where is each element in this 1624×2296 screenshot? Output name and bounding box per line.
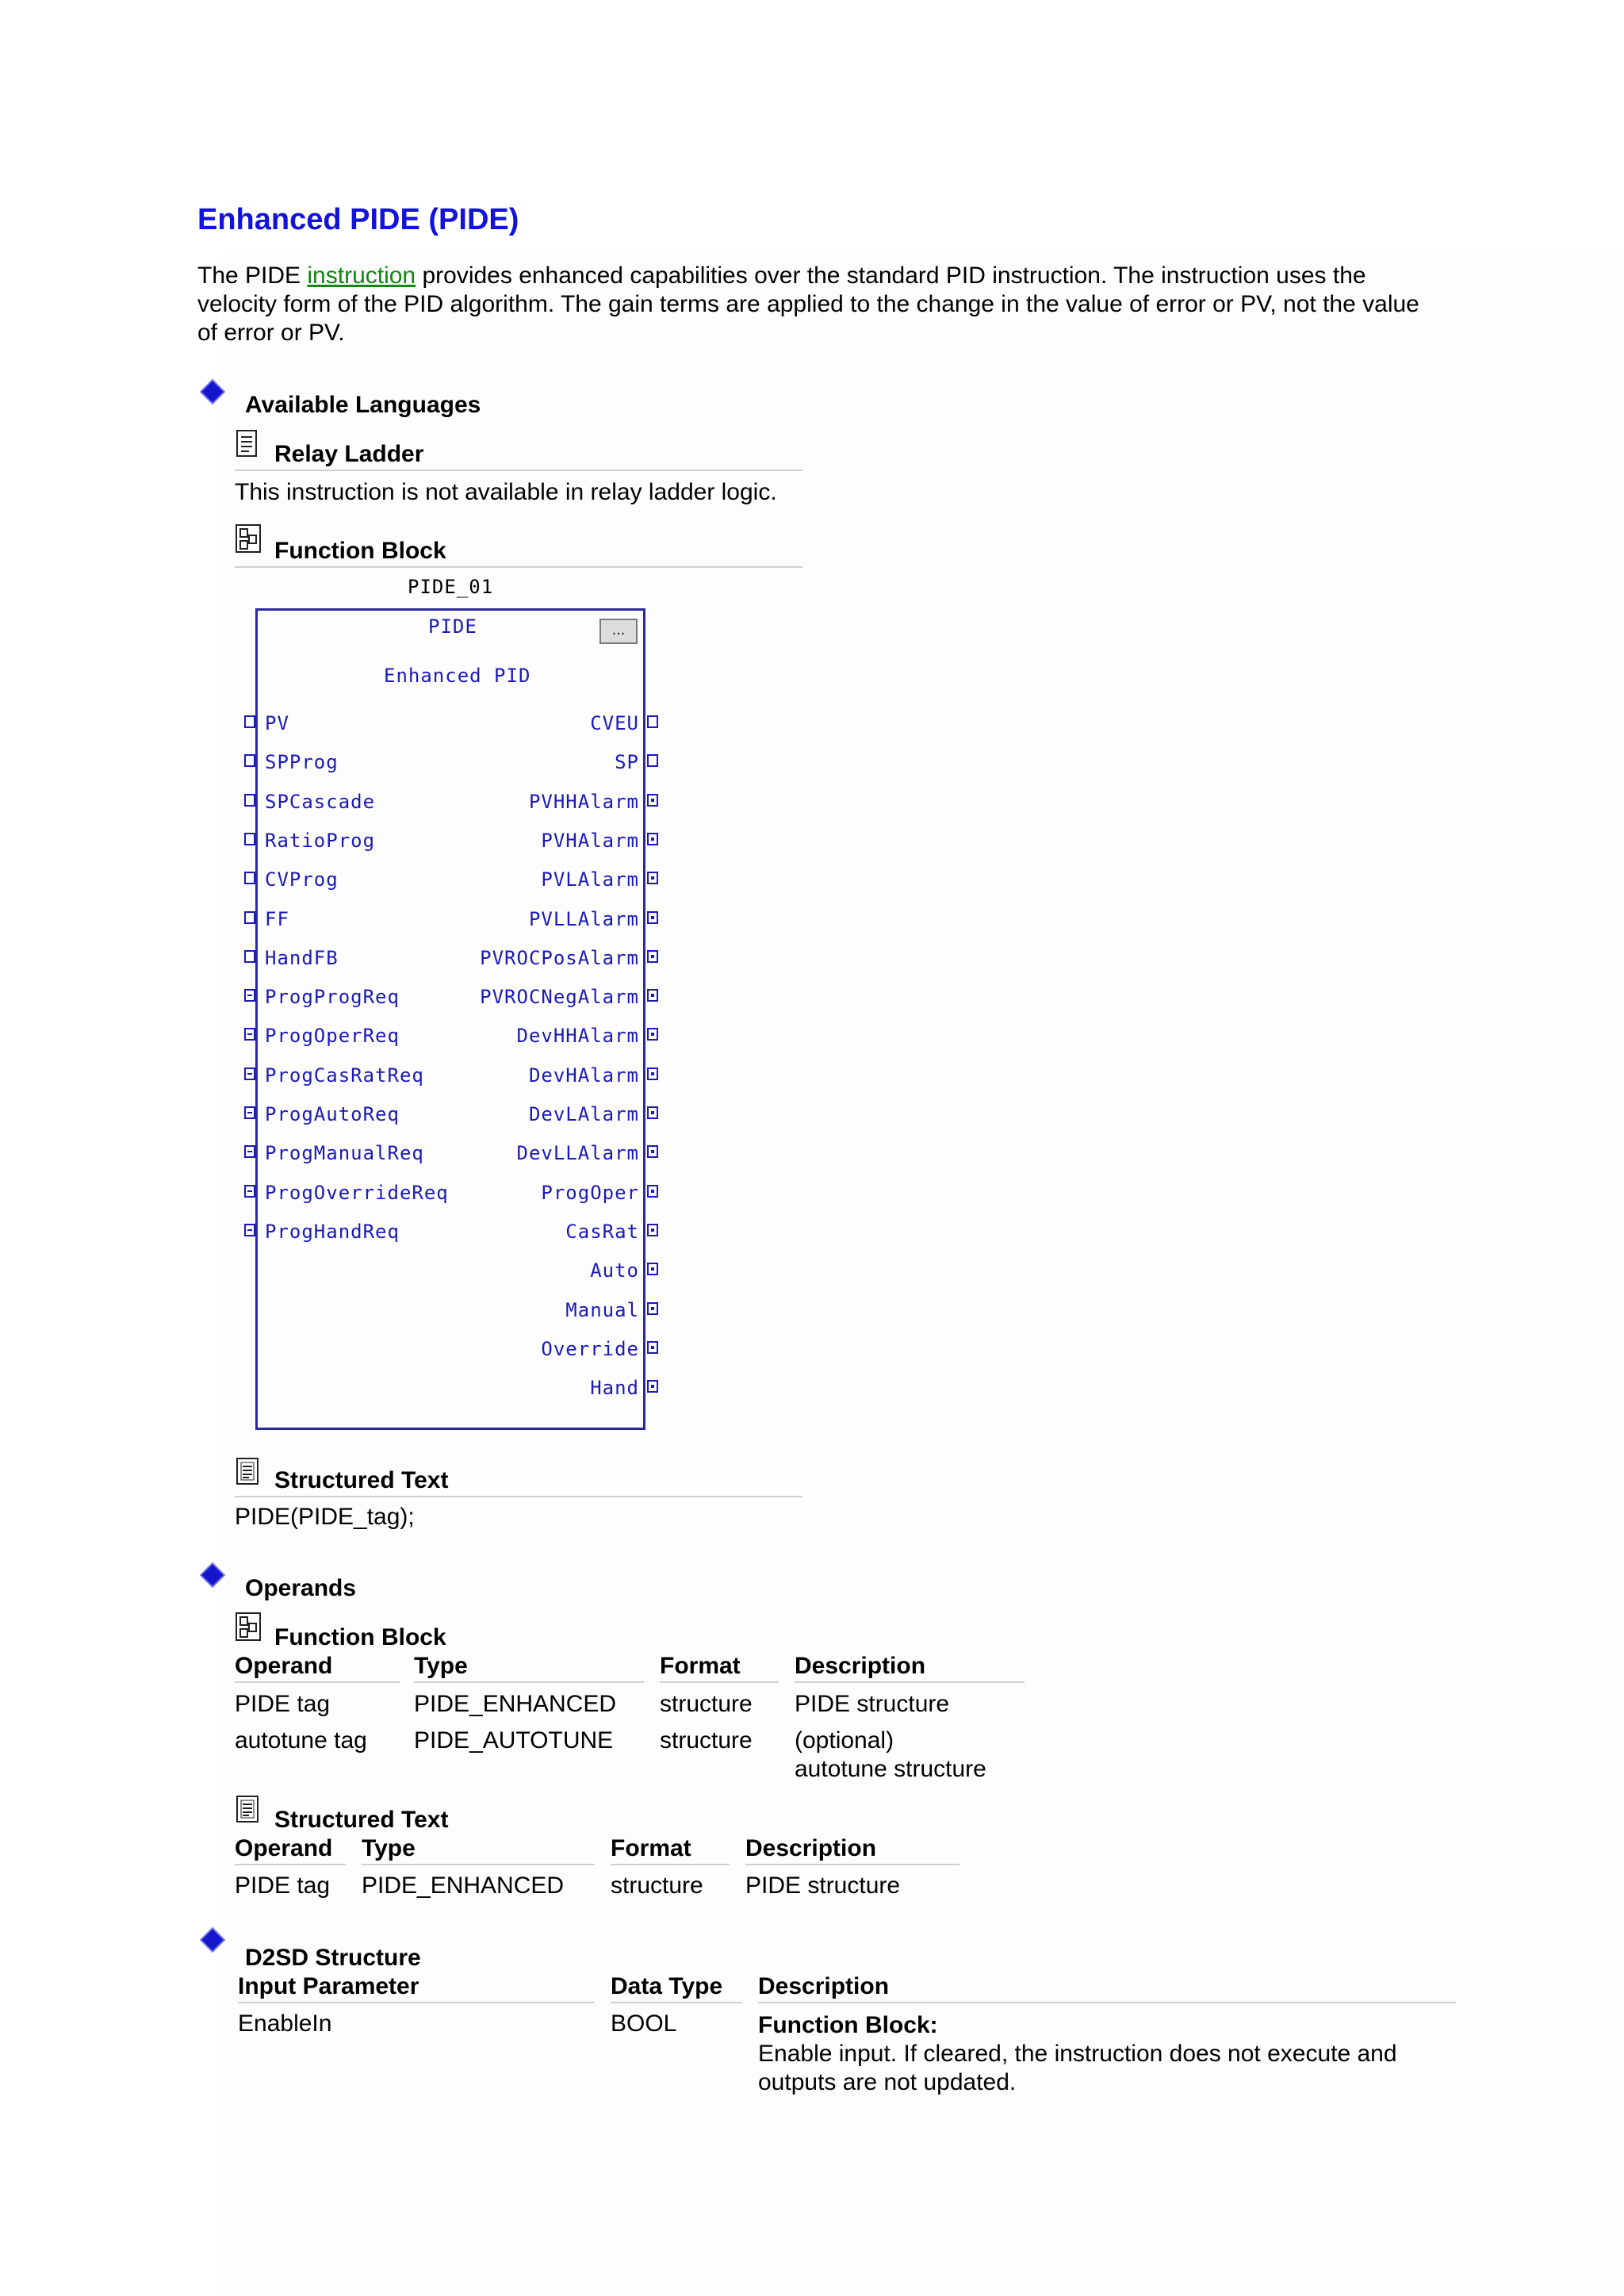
table-cell: autotune tag <box>235 1727 367 1754</box>
structured-text-code: PIDE(PIDE_tag); <box>235 1504 415 1530</box>
operands-structured-text-heading: Structured Text <box>274 1807 449 1833</box>
relay-ladder-text: This instruction is not available in relay ladder logic. <box>235 479 777 505</box>
description-heading: Function Block: <box>758 2012 938 2038</box>
output-pin[interactable] <box>647 1263 658 1275</box>
output-pin-label: PVROCPosAlarm <box>480 947 639 969</box>
output-pin[interactable] <box>647 1106 658 1119</box>
input-pin[interactable] <box>244 989 255 1002</box>
table-cell: PIDE_ENHANCED <box>414 1691 617 1717</box>
input-pin[interactable] <box>244 1145 255 1158</box>
input-pin-label: PV <box>265 712 289 734</box>
col-format: Format <box>611 1835 730 1865</box>
col-operand: Operand <box>235 1835 346 1865</box>
intro-paragraph <box>197 262 1434 347</box>
structured-text-language-heading <box>235 1467 802 1497</box>
input-pin-label: ProgProgReq <box>265 986 400 1008</box>
output-pin[interactable] <box>647 950 658 963</box>
d2sd-structure-heading: D2SD Structure <box>245 1945 421 1971</box>
output-pin[interactable] <box>647 911 658 924</box>
input-pin-label: RatioProg <box>265 830 376 852</box>
table-cell: structure <box>611 1872 703 1899</box>
table-cell: PIDE structure <box>745 1872 901 1899</box>
col-description: Description <box>745 1835 959 1865</box>
col-operand: Operand <box>235 1653 400 1683</box>
input-pin[interactable] <box>244 1185 255 1198</box>
output-pin[interactable] <box>647 1145 658 1158</box>
diamond-bullet-icon <box>200 379 225 404</box>
table-cell: PIDE tag <box>235 1872 331 1899</box>
table-cell: PIDE structure <box>795 1691 950 1717</box>
relay-ladder-label: Relay Ladder <box>274 441 424 467</box>
output-pin-label: ProgOper <box>541 1182 639 1204</box>
output-pin[interactable] <box>647 1185 658 1198</box>
output-pin-label: DevHAlarm <box>528 1064 639 1087</box>
col-description: Description <box>758 1973 1456 2003</box>
block-properties-button[interactable]: ... <box>599 619 638 644</box>
output-pin-label: Auto <box>590 1259 639 1282</box>
output-pin-label: DevLLAlarm <box>516 1142 639 1164</box>
intro-text-rest: provides enhanced capabilities over the standard PID instruction. The instruction uses the velocity form of the PID algorithm. The gain terms are applied to the change in the value of error or PV, not the value of error or PV. <box>197 263 1419 346</box>
table-cell: EnableIn <box>238 2010 332 2037</box>
output-pin[interactable] <box>647 794 658 807</box>
block-description: Enhanced PID <box>384 665 531 687</box>
output-pin-label: Override <box>541 1338 639 1360</box>
output-pin[interactable] <box>647 1068 658 1080</box>
input-pin[interactable] <box>244 872 255 884</box>
output-pin-label: SP <box>615 751 639 773</box>
structured-text-language-label: Structured Text <box>274 1467 449 1493</box>
intro-text-start: The PIDE <box>197 263 308 289</box>
input-pin-label: ProgOperReq <box>265 1025 400 1047</box>
col-data-type: Data Type <box>611 1973 742 2003</box>
table-cell: structure <box>660 1727 753 1754</box>
output-pin[interactable] <box>647 872 658 884</box>
input-pin-label: ProgAutoReq <box>265 1103 400 1125</box>
input-pin-label: CVProg <box>265 868 339 891</box>
input-pin[interactable] <box>244 950 255 963</box>
output-pin[interactable] <box>647 833 658 845</box>
output-pin-label: PVLAlarm <box>541 868 639 891</box>
description-text: Enable input. If cleared, the instruction does not execute and outputs are not updated. <box>758 2041 1397 2095</box>
operands-heading: Operands <box>245 1575 357 1601</box>
diamond-bullet-icon <box>200 1562 225 1588</box>
col-type: Type <box>362 1835 595 1865</box>
output-pin-label: PVROCNegAlarm <box>480 986 639 1008</box>
col-input-parameter: Input Parameter <box>238 1973 595 2003</box>
input-pin[interactable] <box>244 754 255 767</box>
col-description: Description <box>795 1653 1025 1683</box>
output-pin[interactable] <box>647 1302 658 1315</box>
input-pin[interactable] <box>244 833 255 845</box>
input-pin-label: SPProg <box>265 751 339 773</box>
input-pin[interactable] <box>244 1106 255 1119</box>
table-cell: PIDE tag <box>235 1691 331 1717</box>
output-pin-label: Manual <box>565 1299 639 1321</box>
output-pin[interactable] <box>647 1341 658 1354</box>
input-pin-label: ProgManualReq <box>265 1142 424 1164</box>
input-pin-label: ProgCasRatReq <box>265 1064 424 1087</box>
output-pin[interactable] <box>647 754 658 767</box>
input-pin[interactable] <box>244 1224 255 1236</box>
function-block-language-heading <box>235 538 802 568</box>
output-pin-label: PVHAlarm <box>541 830 639 852</box>
input-pin[interactable] <box>244 715 255 728</box>
table-cell: structure <box>660 1691 753 1717</box>
output-pin[interactable] <box>647 1380 658 1393</box>
structured-text-icon <box>235 1794 262 1824</box>
output-pin-label: PVLLAlarm <box>528 908 639 930</box>
output-pin[interactable] <box>647 989 658 1002</box>
output-pin-label: DevLAlarm <box>528 1103 639 1125</box>
input-pin-label: ProgOverrideReq <box>265 1182 449 1204</box>
table-cell: PIDE_ENHANCED <box>362 1872 565 1899</box>
function-block-language-label: Function Block <box>274 538 446 564</box>
output-pin[interactable] <box>647 715 658 728</box>
diamond-bullet-icon <box>200 1927 225 1953</box>
operands-function-block-heading: Function Block <box>274 1624 446 1650</box>
input-pin-label: HandFB <box>265 947 339 969</box>
page-title: Enhanced PIDE (PIDE) <box>197 203 519 236</box>
block-tag-name: PIDE_01 <box>408 576 494 598</box>
input-pin[interactable] <box>244 1068 255 1080</box>
output-pin-label: DevHHAlarm <box>516 1025 639 1047</box>
available-languages-heading: Available Languages <box>245 392 481 418</box>
table-cell: autotune structure <box>795 1756 986 1782</box>
input-pin-label: SPCascade <box>265 791 376 813</box>
table-cell: PIDE_AUTOTUNE <box>414 1727 614 1754</box>
table-cell: BOOL <box>611 2010 677 2037</box>
input-pin-label: FF <box>265 908 289 930</box>
relay-ladder-heading <box>235 441 802 471</box>
block-instruction-name: PIDE <box>428 615 477 638</box>
output-pin-label: CasRat <box>565 1221 639 1243</box>
input-pin[interactable] <box>244 794 255 807</box>
table-cell: (optional) <box>795 1727 894 1754</box>
col-format: Format <box>660 1653 779 1683</box>
input-pin[interactable] <box>244 911 255 924</box>
output-pin[interactable] <box>647 1028 658 1041</box>
output-pin-label: PVHHAlarm <box>528 791 639 813</box>
col-type: Type <box>414 1653 644 1683</box>
input-pin[interactable] <box>244 1028 255 1041</box>
function-block-icon <box>235 1612 262 1642</box>
output-pin-label: CVEU <box>590 712 639 734</box>
instruction-link[interactable]: instruction <box>307 263 416 289</box>
output-pin-label: Hand <box>590 1377 639 1399</box>
output-pin[interactable] <box>647 1224 658 1236</box>
input-pin-label: ProgHandReq <box>265 1221 400 1243</box>
